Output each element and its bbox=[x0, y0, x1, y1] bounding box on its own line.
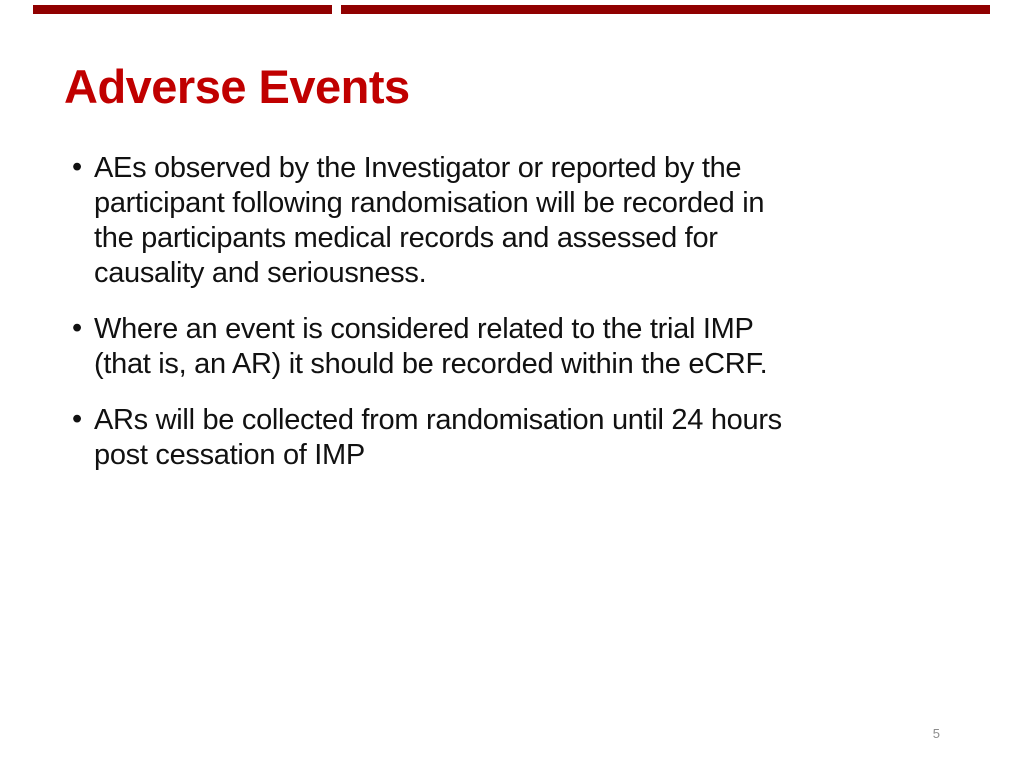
bullet-line: the participants medical records and assessed for bbox=[94, 222, 718, 254]
bullet-line: Where an event is considered related to the trial IMP bbox=[94, 313, 754, 345]
bullet-line: post cessation of IMP bbox=[94, 439, 365, 471]
top-accent-bar-right bbox=[341, 5, 990, 14]
bullet-item bbox=[72, 312, 952, 382]
bullet-line: AEs observed by the Investigator or reported by the bbox=[94, 152, 742, 184]
bullet-line: causality and seriousness. bbox=[94, 257, 427, 289]
bullet-line: ARs will be collected from randomisation until 24 hours bbox=[94, 404, 782, 436]
page-number: 5 bbox=[932, 726, 940, 741]
bullet-item bbox=[72, 403, 952, 473]
bullet-line: (that is, an AR) it should be recorded within the eCRF. bbox=[94, 348, 768, 380]
bullet-marker: • bbox=[72, 403, 83, 435]
bullet-item bbox=[72, 151, 952, 291]
bullet-line: participant following randomisation will be recorded in bbox=[94, 187, 765, 219]
top-accent-bar-left bbox=[33, 5, 332, 14]
bullet-marker: • bbox=[72, 312, 83, 344]
slide-title: Adverse Events bbox=[64, 60, 410, 113]
bullet-marker: • bbox=[72, 151, 83, 183]
bullet-list bbox=[72, 151, 952, 494]
